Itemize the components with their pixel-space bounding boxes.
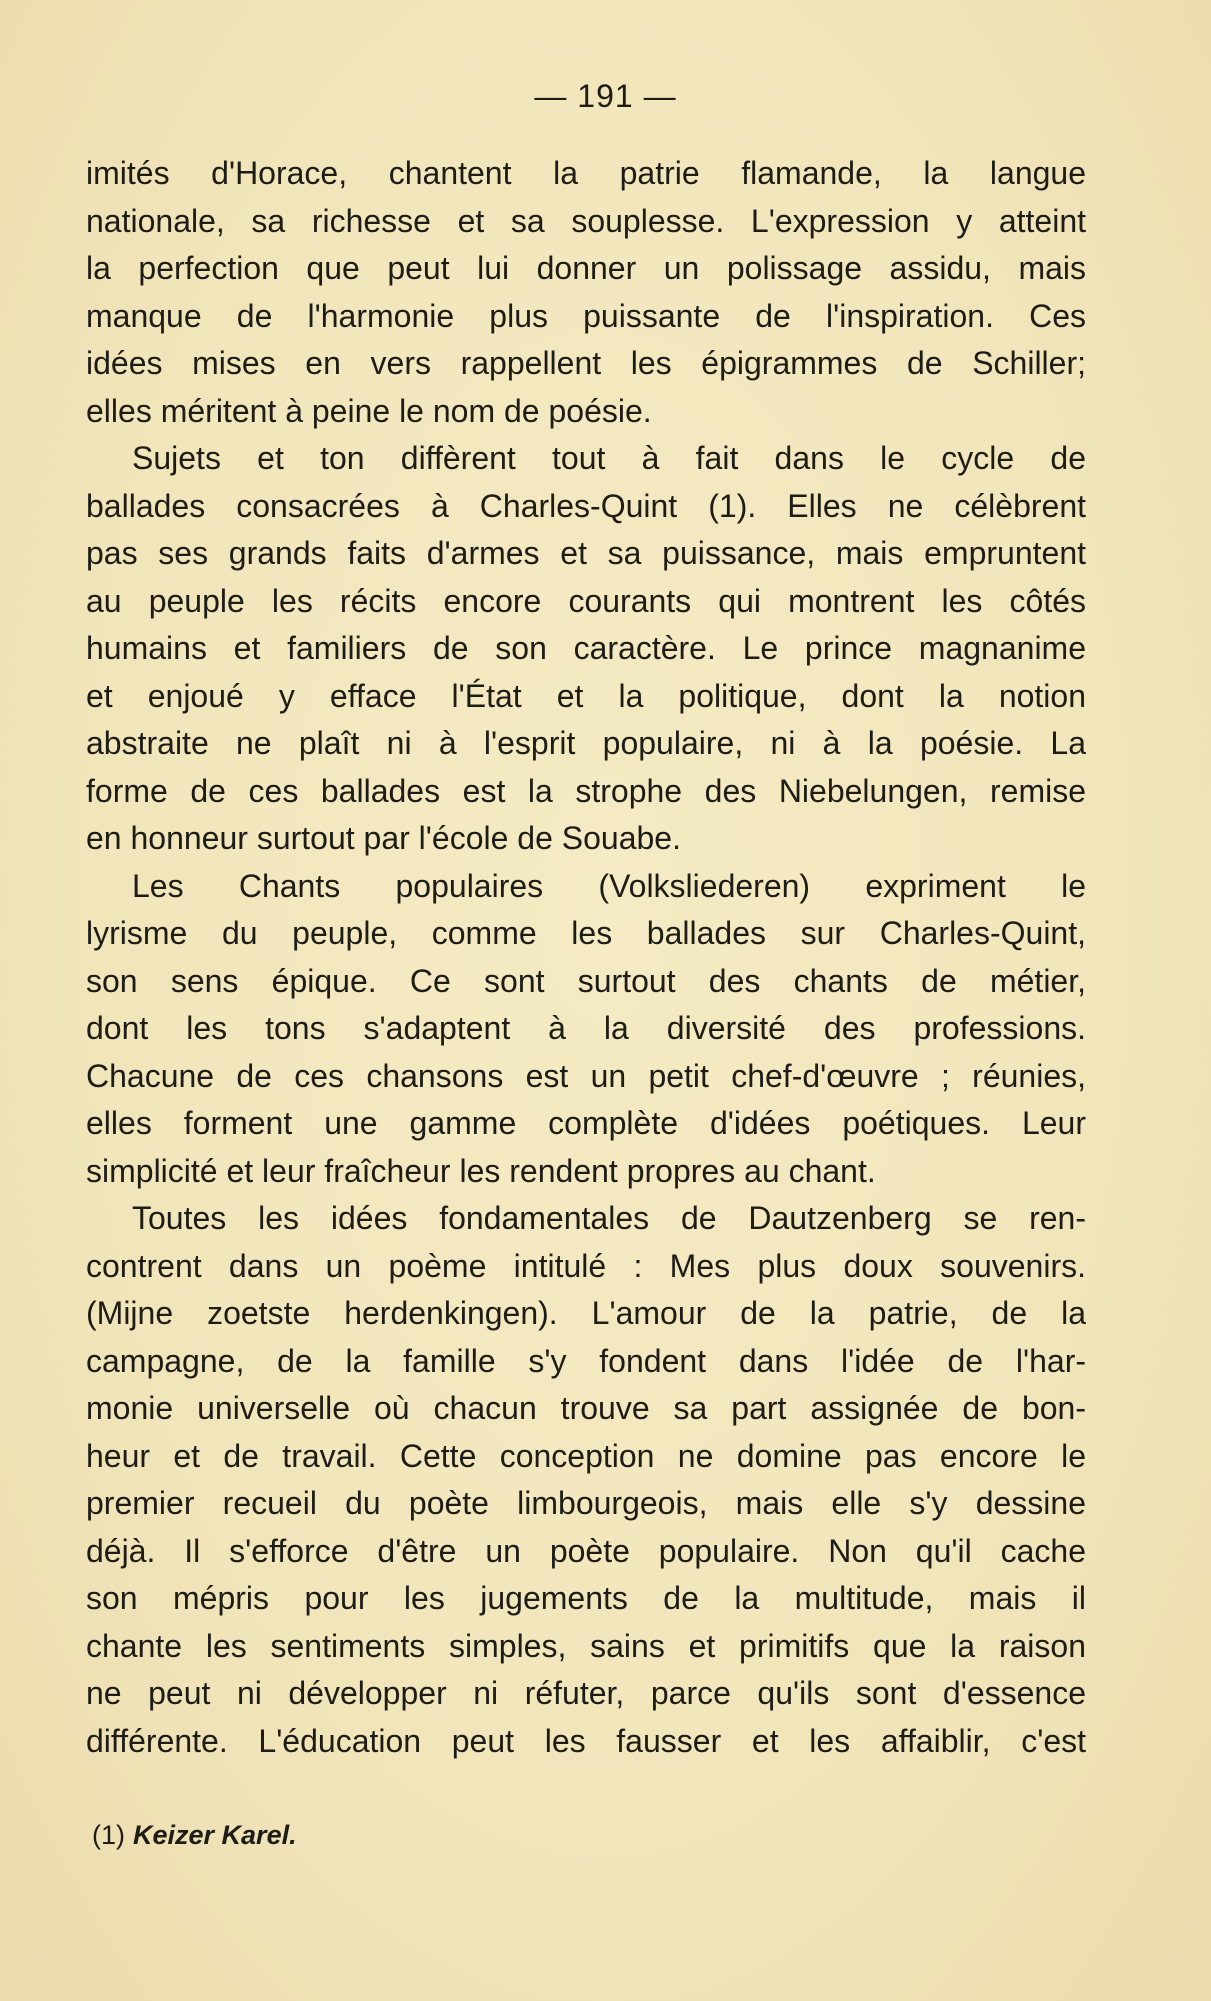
footnote-marker: (1)	[92, 1820, 125, 1850]
text-line: lyrisme du peuple, comme les ballades sur Charles-Quint,	[86, 915, 1086, 951]
text-line: forme de ces ballades est la strophe des Niebelungen, remise	[86, 772, 1086, 809]
text-line: (Mijne zoetste herdenkingen). L'amour de la patrie, de la	[86, 1295, 1086, 1331]
text-line: manque de l'harmonie plus puissante de l'inspiration. Ces	[86, 297, 1086, 334]
text-line: ballades consacrées à Charles-Quint (1). Elles ne célèbrent	[86, 487, 1086, 524]
text-line: idées mises en vers rappellent les épigrammes de Schiller;	[86, 345, 1086, 381]
text-line: Chacune de ces chansons est un petit chef-d'œuvre ; réunies,	[86, 1057, 1086, 1094]
text-line: la perfection que peut lui donner un polissage assidu, mais	[86, 250, 1086, 286]
text-line: au peuple les récits encore courants qui montrent les côtés	[86, 582, 1086, 619]
text-line: son sens épique. Ce sont surtout des chants de métier,	[86, 962, 1086, 999]
text-line: pas ses grands faits d'armes et sa puissance, mais empruntent	[86, 535, 1086, 571]
text-line: elles forment une gamme complète d'idées poétiques. Leur	[86, 1105, 1086, 1141]
footnote-title: Keizer Karel.	[133, 1820, 297, 1850]
text-line: nationale, sa richesse et sa souplesse. L'expression y atteint	[86, 202, 1086, 239]
text-line: Sujets et ton diffèrent tout à fait dans le cycle de	[132, 440, 1086, 476]
text-line: campagne, de la famille s'y fondent dans l'idée de l'har-	[86, 1342, 1086, 1379]
text-line: monie universelle où chacun trouve sa part assignée de bon-	[86, 1390, 1086, 1426]
text-line: en honneur surtout par l'école de Souabe.	[86, 820, 681, 856]
text-line: heur et de travail. Cette conception ne domine pas encore le	[86, 1437, 1086, 1474]
text-line: déjà. Il s'efforce d'être un poète populaire. Non qu'il cache	[86, 1532, 1086, 1569]
text-line: différente. L'éducation peut les fausser et les affaiblir, c'est	[86, 1722, 1086, 1759]
page-number: — 191 —	[534, 78, 677, 114]
text-line: ne peut ni développer ni réfuter, parce qu'ils sont d'essence	[86, 1675, 1086, 1711]
text-line: abstraite ne plaît ni à l'esprit populaire, ni à la poésie. La	[86, 725, 1086, 761]
text-line: elles méritent à peine le nom de poésie.	[86, 392, 652, 429]
body-text	[86, 150, 1086, 1765]
text-line: simplicité et leur fraîcheur les rendent propres au chant.	[86, 1152, 876, 1189]
text-line: chante les sentiments simples, sains et primitifs que la raison	[86, 1627, 1086, 1664]
text-line: et enjoué y efface l'État et la politique, dont la notion	[86, 677, 1086, 714]
text-line: imités d'Horace, chantent la patrie flamande, la langue	[86, 155, 1086, 191]
text-line: contrent dans un poème intitulé : Mes plus doux souvenirs.	[86, 1247, 1086, 1284]
footnote	[92, 1820, 297, 1851]
text-line: dont les tons s'adaptent à la diversité des professions.	[86, 1010, 1086, 1046]
text-line: premier recueil du poète limbourgeois, mais elle s'y dessine	[86, 1485, 1086, 1521]
text-line: humains et familiers de son caractère. Le prince magnanime	[86, 630, 1086, 666]
text-line: Les Chants populaires (Volksliederen) expriment le	[132, 867, 1086, 904]
text-line: son mépris pour les jugements de la multitude, mais il	[86, 1580, 1086, 1616]
text-line: Toutes les idées fondamentales de Dautzenberg se ren-	[132, 1200, 1086, 1236]
